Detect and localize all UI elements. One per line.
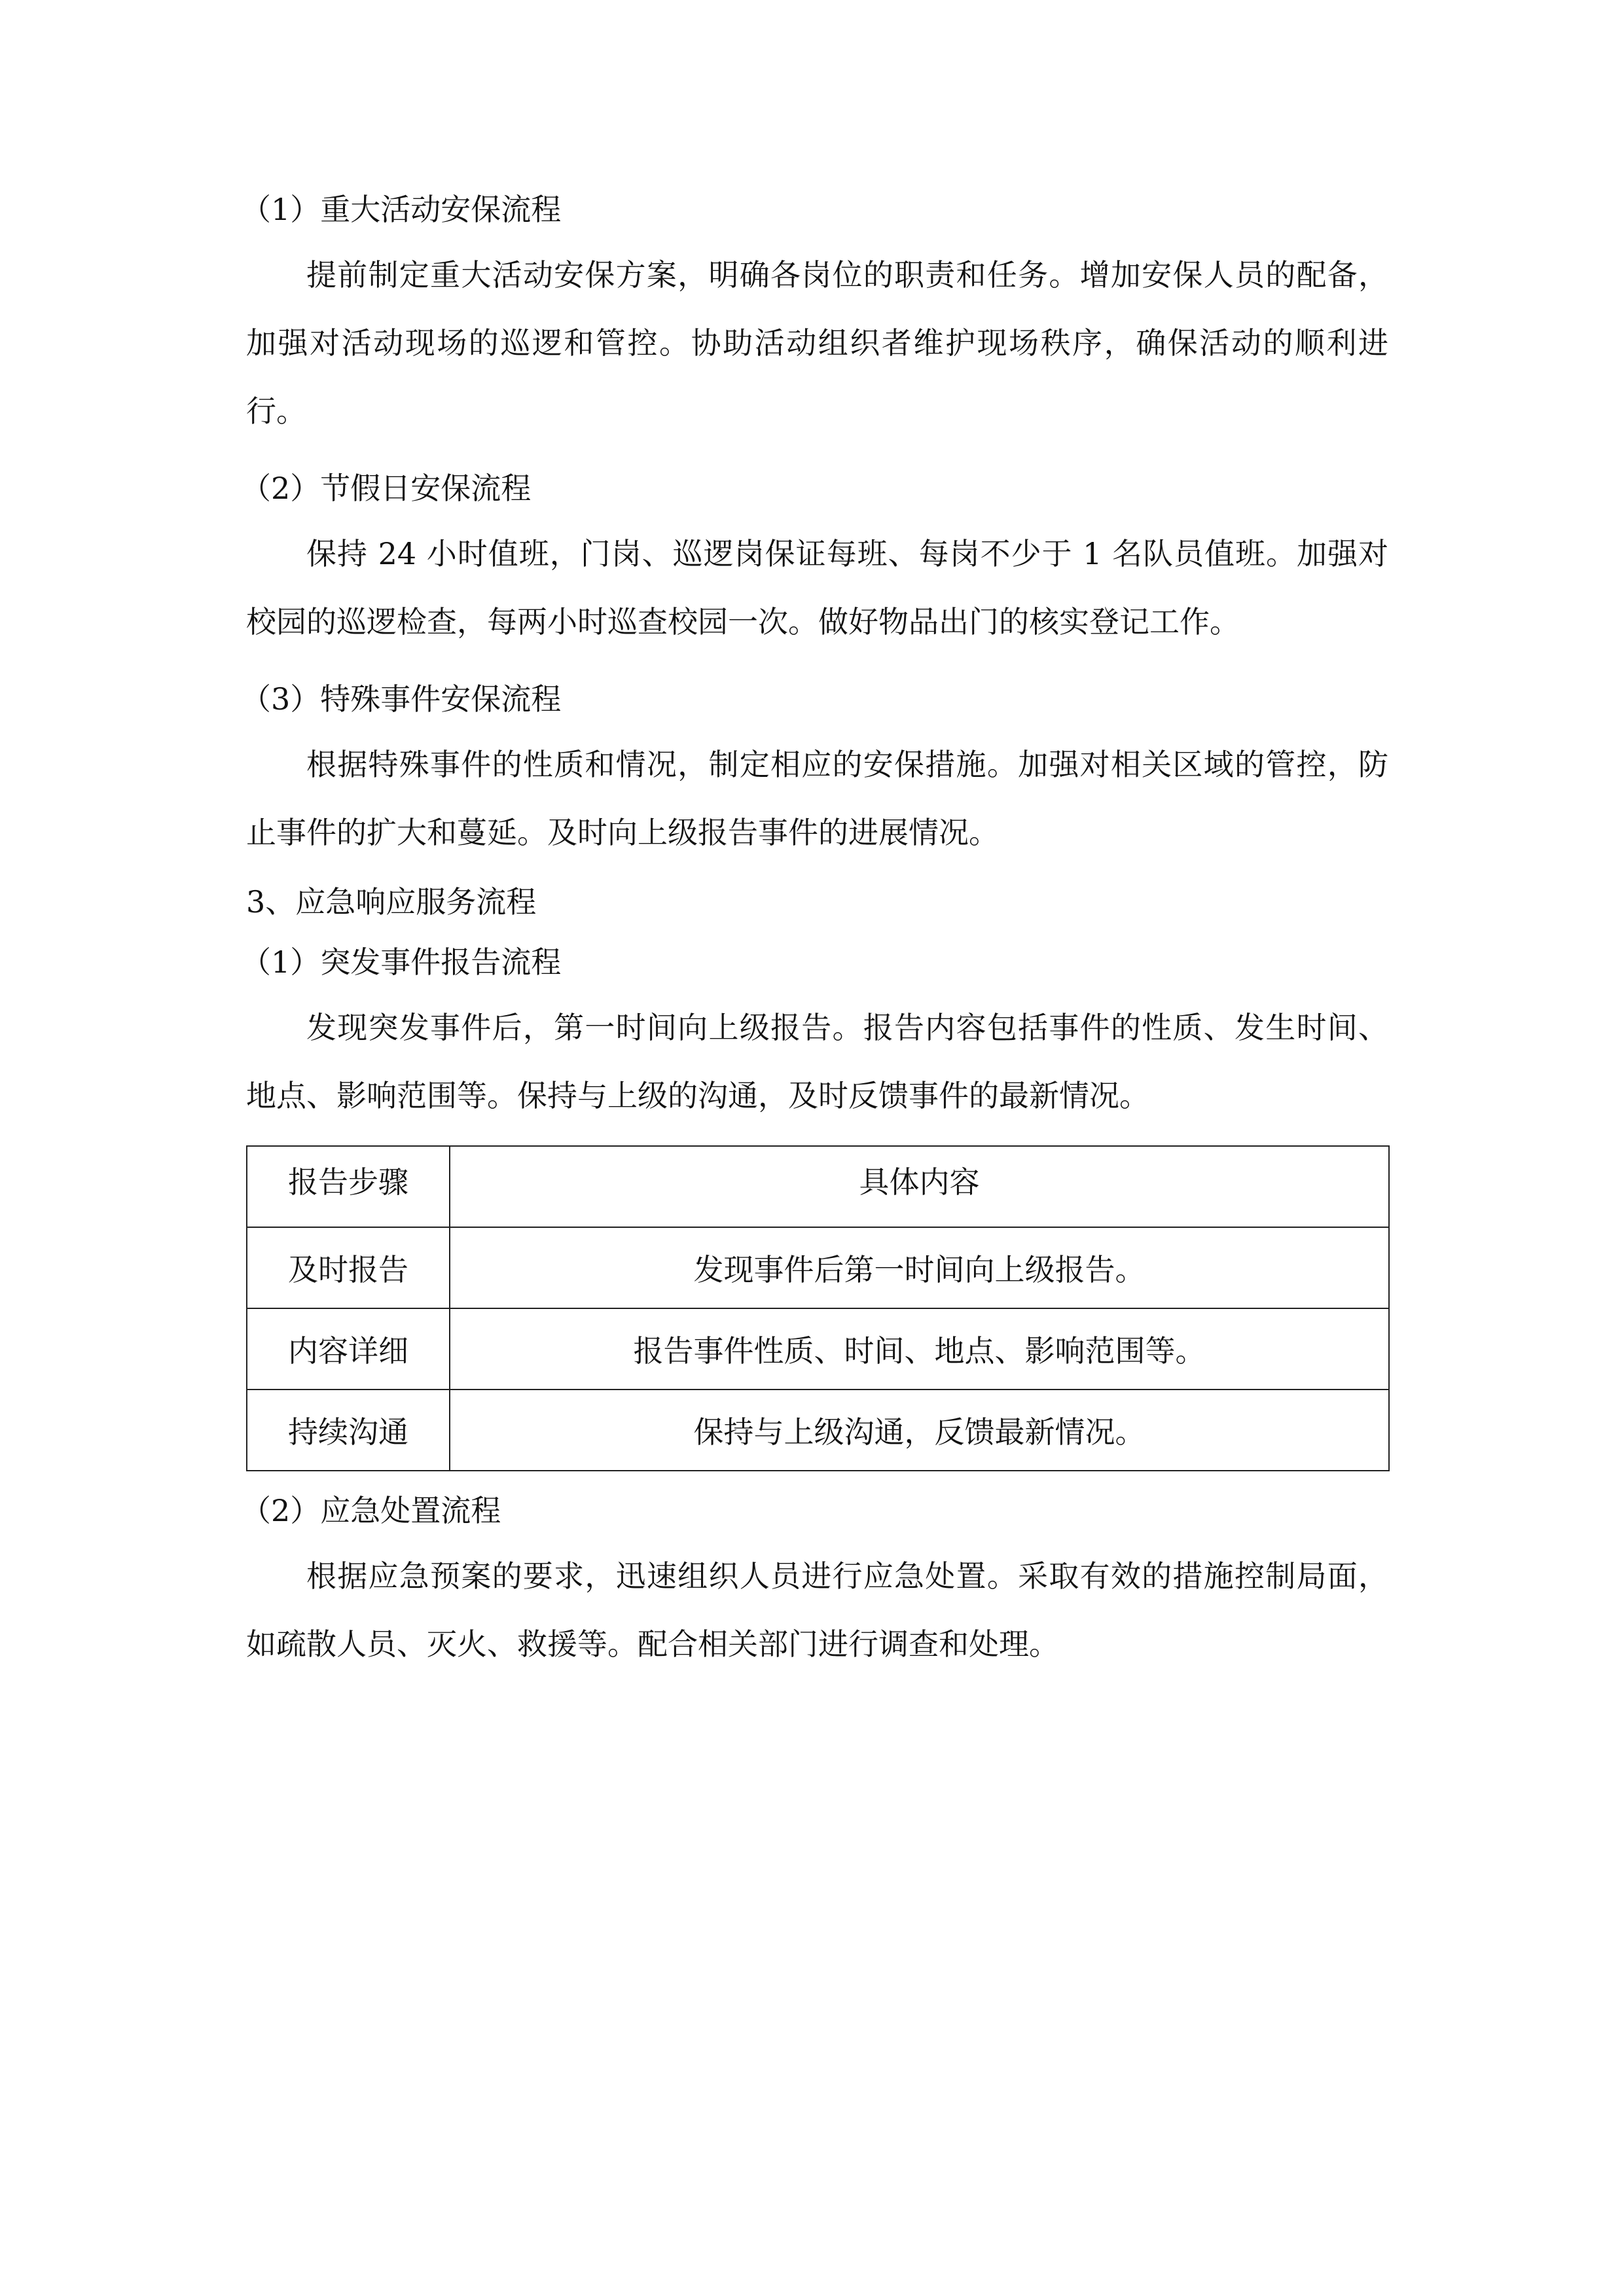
table-cell-content: 发现事件后第一时间向上级报告。 [450,1227,1389,1308]
table-cell-step: 及时报告 [247,1227,450,1308]
special-events-heading: （3）特殊事件安保流程 [241,681,562,717]
table-row [247,1308,1389,1390]
holidays-paragraph: 保持 24 小时值班，门岗、巡逻岗保证每班、每岗不少于 1 名队员值班。加强对校园的巡逻检查，每两小时巡查校园一次。做好物品出门的核实登记工作。 [246,536,1388,639]
table-header-row [247,1146,1389,1227]
report-steps-table [246,1145,1390,1471]
major-events-paragraph: 提前制定重大活动安保方案，明确各岗位的职责和任务。增加安保人员的配备，加强对活动现场的巡逻和管控。协助活动组织者维护现场秩序，确保活动的顺利进行。 [246,257,1388,429]
emergency-handling-heading: （2）应急处置流程 [241,1493,501,1528]
incident-reporting-paragraph: 发现突发事件后，第一时间向上级报告。报告内容包括事件的性质、发生时间、地点、影响范围等。保持与上级的沟通，及时反馈事件的最新情况。 [246,1010,1388,1113]
table-row [247,1390,1389,1471]
incident-reporting-heading: （1）突发事件报告流程 [241,944,562,980]
table-cell-step: 内容详细 [247,1308,450,1390]
table-cell-content: 报告事件性质、时间、地点、影响范围等。 [450,1308,1389,1390]
emergency-section-heading: 3、应急响应服务流程 [246,884,537,920]
table-cell-step: 持续沟通 [247,1390,450,1471]
major-events-heading: （1）重大活动安保流程 [241,192,562,227]
document-content [241,190,1388,1702]
table-row [247,1227,1389,1308]
holidays-heading: （2）节假日安保流程 [241,471,532,506]
special-events-paragraph: 根据特殊事件的性质和情况，制定相应的安保措施。加强对相关区域的管控，防止事件的扩大和蔓延。及时向上级报告事件的进展情况。 [246,747,1388,850]
table-header-cell: 报告步骤 [247,1146,450,1227]
table-cell-content: 保持与上级沟通，反馈最新情况。 [450,1390,1389,1471]
table-header-cell: 具体内容 [450,1146,1389,1227]
emergency-handling-paragraph: 根据应急预案的要求，迅速组织人员进行应急处置。采取有效的措施控制局面，如疏散人员、灭火、救援等。配合相关部门进行调查和处理。 [246,1558,1388,1662]
